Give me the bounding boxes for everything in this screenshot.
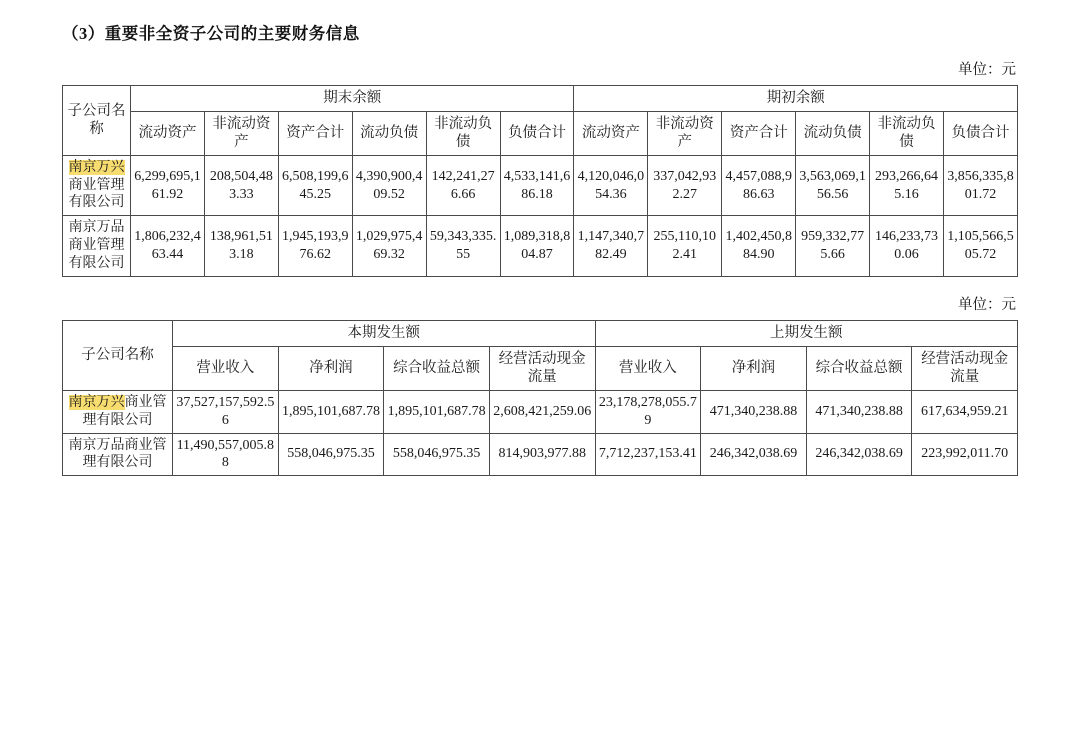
table-cell: 1,806,232,463.44 [131,216,205,277]
table-cell: 4,533,141,686.18 [500,155,574,216]
table-row [63,155,1018,216]
table-row [63,216,1018,277]
table-cell: 814,903,977.88 [489,433,595,476]
table-cell: 208,504,483.33 [204,155,278,216]
table-cell: 1,089,318,804.87 [500,216,574,277]
subsidiary-name-highlight: 南京万兴 [68,159,125,175]
column-header: 非流动负债 [870,111,944,155]
column-header: 非流动资产 [648,111,722,155]
column-header: 负债合计 [500,111,574,155]
table-row [63,390,1018,433]
table-cell: 6,299,695,161.92 [131,155,205,216]
group-header-period-begin: 期初余额 [574,86,1018,112]
table-cell: 293,266,645.16 [870,155,944,216]
column-header: 非流动资产 [204,111,278,155]
table-cell: 4,390,900,409.52 [352,155,426,216]
column-header: 非流动负债 [426,111,500,155]
table-cell: 255,110,102.41 [648,216,722,277]
table-cell: 471,340,238.88 [701,390,807,433]
table-cell: 4,457,088,986.63 [722,155,796,216]
group-header-prior-period: 上期发生额 [595,321,1018,347]
table-cell: 6,508,199,645.25 [278,155,352,216]
subsidiary-name-highlight: 南京万兴 [68,394,125,410]
table-column-header-row [63,346,1018,390]
table-cell: 337,042,932.27 [648,155,722,216]
column-header: 综合收益总额 [806,346,912,390]
column-header: 资产合计 [722,111,796,155]
table-cell: 617,634,959.21 [912,390,1018,433]
column-header: 流动资产 [574,111,648,155]
table-cell: 1,147,340,782.49 [574,216,648,277]
subsidiary-name-cell [63,390,173,433]
section-title-text: 重要非全资子公司的主要财务信息 [104,24,360,43]
balance-sheet-table [62,85,1018,277]
table-cell: 246,342,038.69 [806,433,912,476]
column-header: 净利润 [701,346,807,390]
income-statement-table [62,320,1018,476]
table-row [63,433,1018,476]
column-header: 经营活动现金流量 [489,346,595,390]
subsidiary-name-rest: 商业管理有限公司 [68,177,125,211]
table-cell: 142,241,276.66 [426,155,500,216]
column-header: 负债合计 [943,111,1017,155]
row-header-label: 子公司名称 [63,86,131,156]
unit-label-top: 单位：元 [958,62,1016,78]
table-cell: 11,490,557,005.88 [173,433,279,476]
column-header: 营业收入 [173,346,279,390]
table-cell: 146,233,730.06 [870,216,944,277]
column-header: 流动负债 [352,111,426,155]
subsidiary-name-cell [63,155,131,216]
table-cell: 1,029,975,469.32 [352,216,426,277]
table-column-header-row [63,111,1018,155]
unit-label-bottom: 单位：元 [958,297,1016,314]
table-group-header-row [63,321,1018,347]
table-cell: 246,342,038.69 [701,433,807,476]
table-cell: 3,563,069,156.56 [796,155,870,216]
section-number: （3） [62,24,105,43]
column-header: 营业收入 [595,346,701,390]
table-cell: 4,120,046,054.36 [574,155,648,216]
column-header: 流动资产 [131,111,205,155]
table-cell: 1,105,566,505.72 [943,216,1017,277]
table-cell: 7,712,237,153.41 [595,433,701,476]
column-header: 经营活动现金流量 [912,346,1018,390]
table-cell: 37,527,157,592.56 [173,390,279,433]
row-header-label: 子公司名称 [63,321,173,391]
table-cell: 223,992,011.70 [912,433,1018,476]
table-cell: 2,608,421,259.06 [489,390,595,433]
table-cell: 959,332,775.66 [796,216,870,277]
column-header: 流动负债 [796,111,870,155]
table-cell: 1,402,450,884.90 [722,216,796,277]
group-header-current-period: 本期发生额 [173,321,596,347]
table-cell: 3,856,335,801.72 [943,155,1017,216]
table-cell: 1,895,101,687.78 [384,390,490,433]
table-cell: 59,343,335.55 [426,216,500,277]
table-cell: 558,046,975.35 [384,433,490,476]
table-cell: 471,340,238.88 [806,390,912,433]
table-cell: 558,046,975.35 [278,433,384,476]
table-cell: 1,895,101,687.78 [278,390,384,433]
group-header-period-end: 期末余额 [131,86,574,112]
column-header: 资产合计 [278,111,352,155]
column-header: 净利润 [278,346,384,390]
subsidiary-name-cell: 南京万品商业管理有限公司 [63,216,131,277]
subsidiary-name-cell: 南京万品商业管理有限公司 [63,433,173,476]
column-header: 综合收益总额 [384,346,490,390]
table-cell: 23,178,278,055.79 [595,390,701,433]
section-heading [62,0,1018,58]
subsidiary-name-rest: 商业管理有限公司 [82,394,167,428]
table-cell: 138,961,513.18 [204,216,278,277]
table-group-header-row [63,86,1018,112]
table-cell: 1,945,193,976.62 [278,216,352,277]
